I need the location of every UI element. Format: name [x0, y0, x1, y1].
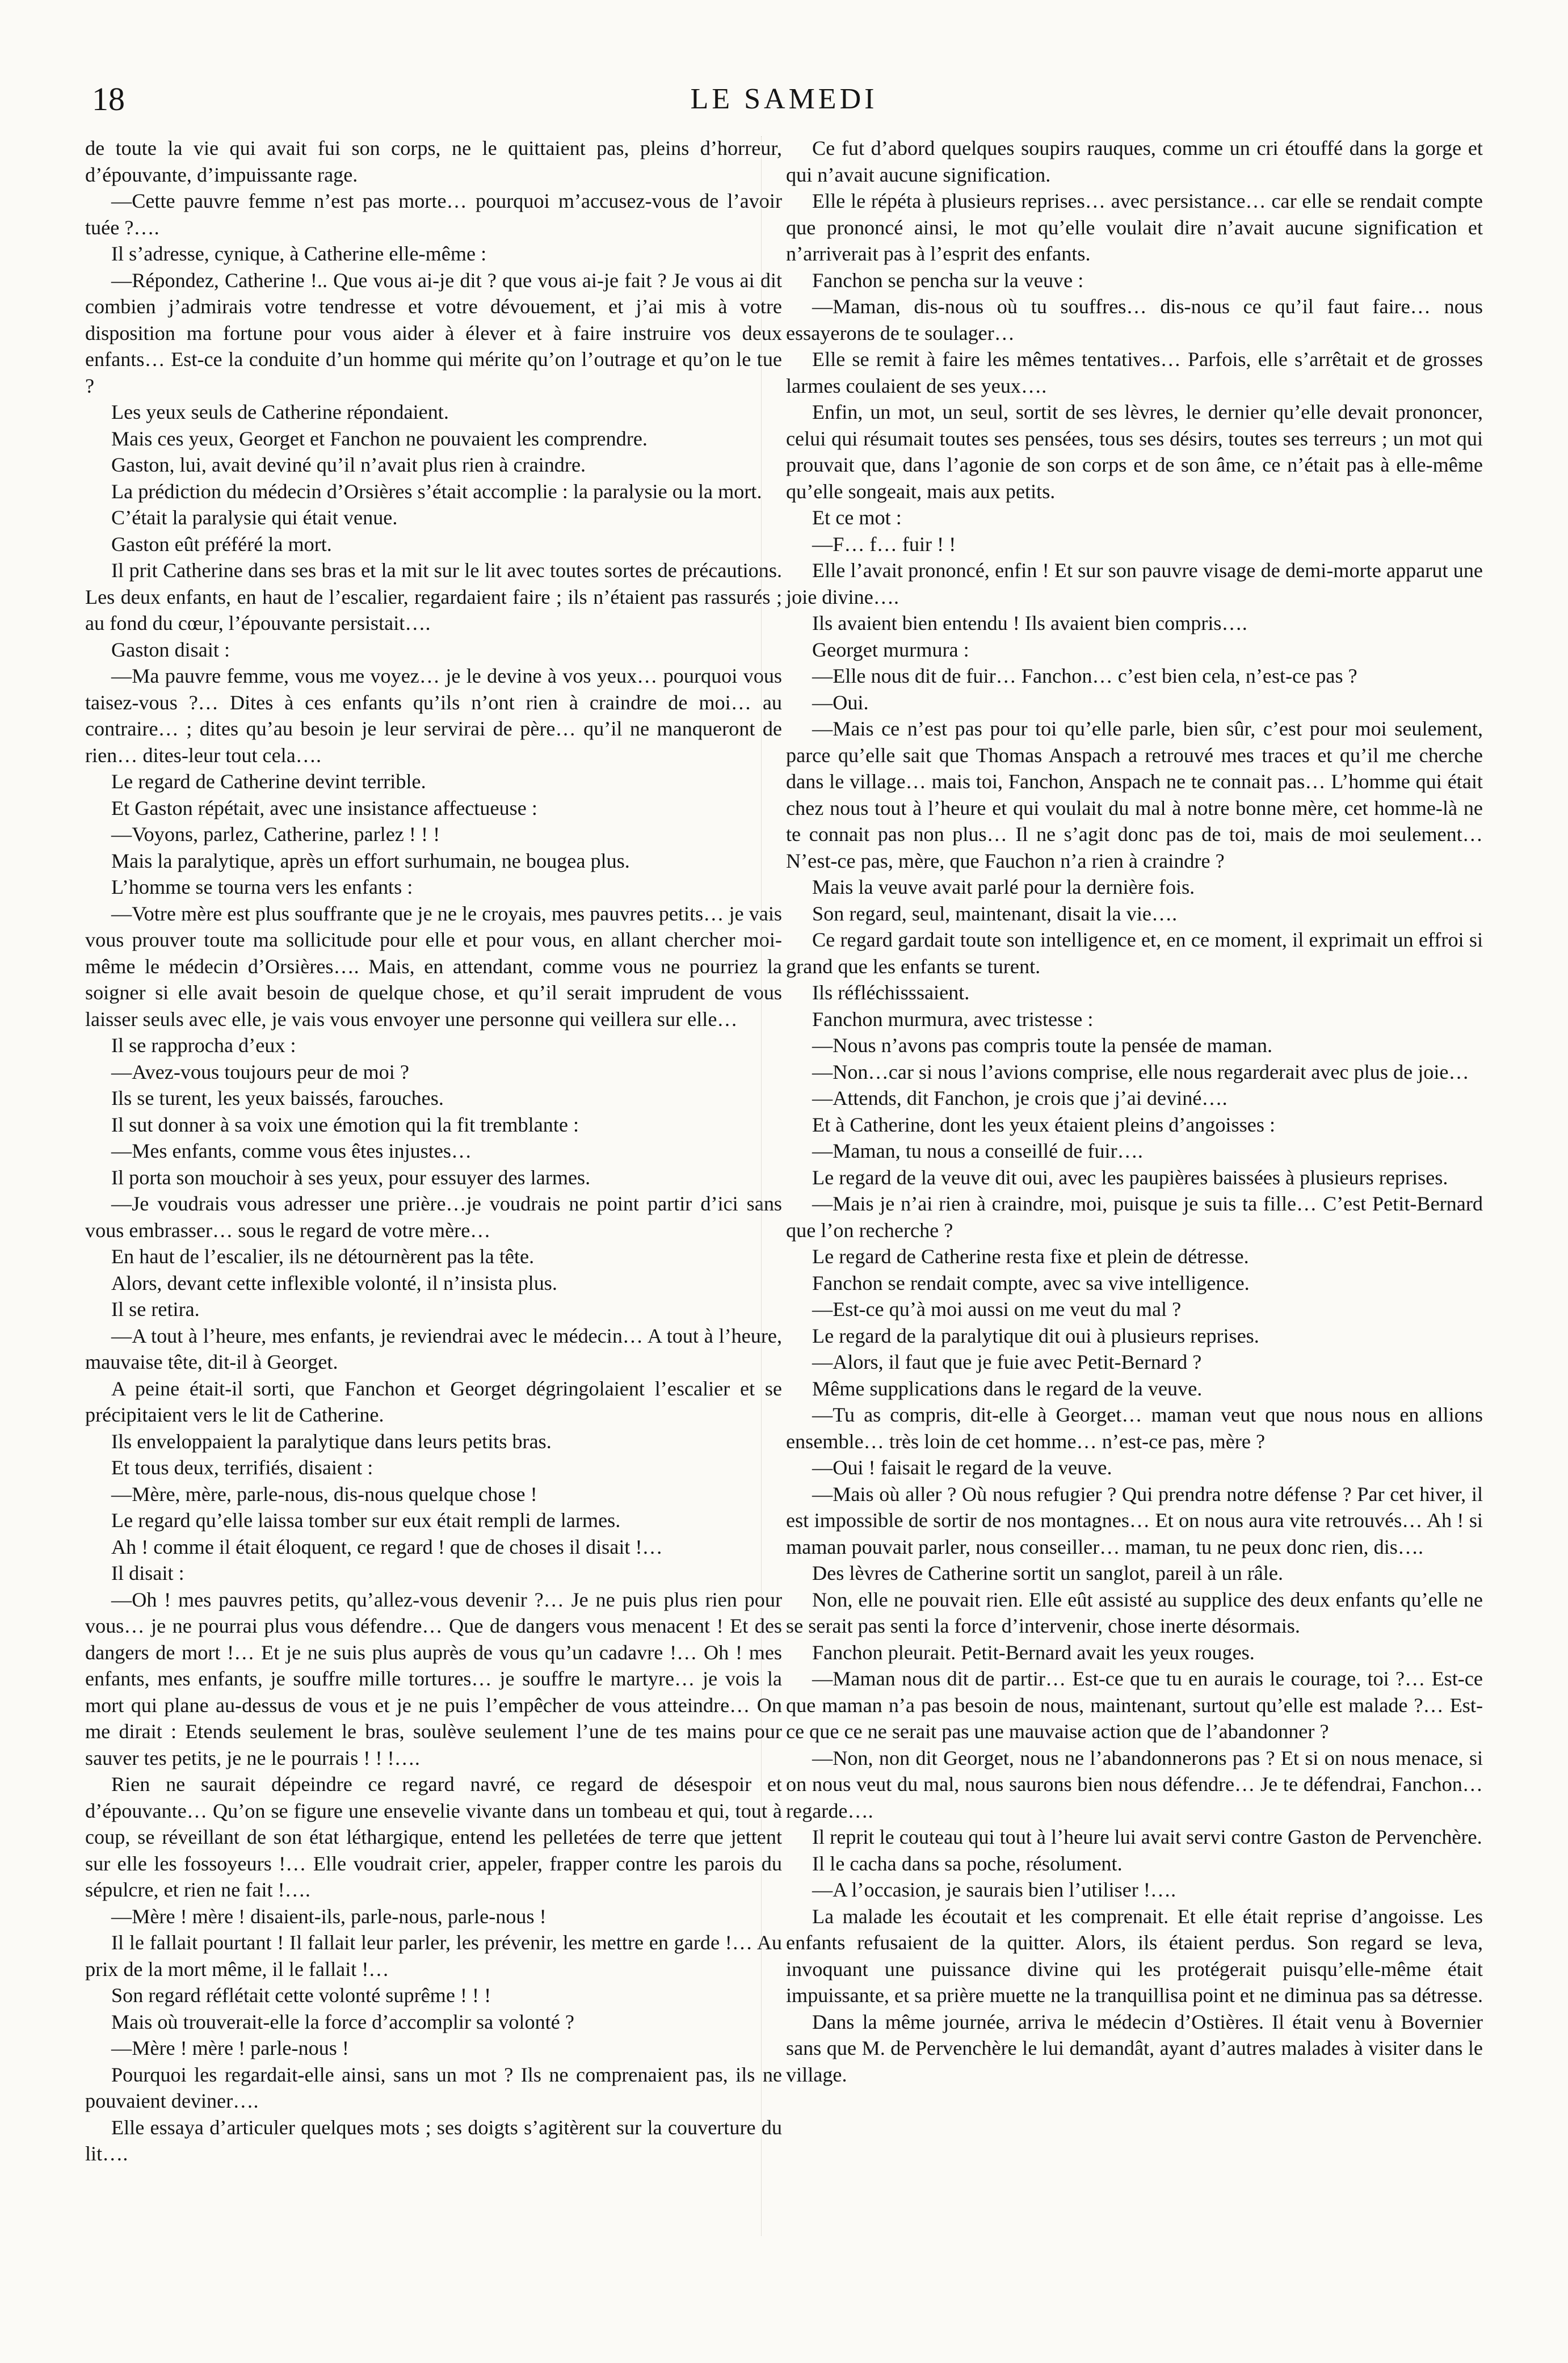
paragraph: —Tu as compris, dit-elle à Georget… maman veut que nous nous en allions ensemble… très loin de cet homme… n’est-ce pas, mère ? [786, 1403, 1483, 1453]
paragraph: Ils se turent, les yeux baissés, farouches. [111, 1087, 444, 1109]
paragraph: En haut de l’escalier, ils ne détournèrent pas la tête. [111, 1245, 535, 1268]
paragraph: Les yeux seuls de Catherine répondaient. [111, 401, 449, 423]
paragraph: —Oh ! mes pauvres petits, qu’allez-vous devenir ?… Je ne puis plus rien pour vous… je ne pourrai plus vous défendre… Que de dangers vous menacent ! Et des dangers de mort !… Et je ne suis plus auprès de vous qu’un cadavre !… Oh ! mes enfants, mes enfants, je souffre mille tortures… je souffre le martyre… je vois la mort qui plane au-dessus de vous et je ne puis l’empêcher de vous atteindre… On me dirait : Etends seulement le bras, soulève seulement l’une de tes mains pour sauver tes petits, je ne le pourrais ! ! !…. [85, 1588, 782, 1769]
paragraph: Il le cacha dans sa poche, résolument. [812, 1852, 1123, 1875]
paragraph: —Voyons, parlez, Catherine, parlez ! ! ! [111, 823, 440, 846]
paragraph: Gaston eût préféré la mort. [111, 532, 332, 556]
paragraph: Il disait : [111, 1562, 184, 1584]
paragraph: Alors, devant cette inflexible volonté, il n’insista plus. [111, 1271, 557, 1294]
paragraph: Le regard de la veuve dit oui, avec les paupières baissées à plusieurs reprises. [812, 1166, 1448, 1189]
paragraph: Ah ! comme il était éloquent, ce regard ! que de choses il disait !… [111, 1535, 663, 1558]
paragraph: Ce fut d’abord quelques soupirs rauques, comme un cri étouffé dans la gorge et qui n’avait aucune signification. [786, 137, 1483, 186]
paragraph: —Elle nous dit de fuir… Fanchon… c’est bien cela, n’est-ce pas ? [812, 665, 1357, 687]
paragraph: La malade les écoutait et les comprenait. Et elle était reprise d’angoisse. Les enfants refusaient de la quitter. Alors, ils étaient perdus. Son regard se leva, invoquant une puissance divine qui les protégerait puisqu’elle-même était impuissante, et sa prière muette ne la tranquillisa point et ne diminua pas sa détresse. [786, 1904, 1483, 2007]
paragraph: —Maman, dis-nous où tu souffres… dis-nous ce qu’il faut faire… nous essayerons de te soulager… [786, 295, 1483, 344]
paragraph: Son regard, seul, maintenant, disait la vie…. [812, 902, 1178, 925]
paragraph: Mais ces yeux, Georget et Fanchon ne pouvaient les comprendre. [111, 427, 648, 450]
paragraph: Ils enveloppaient la paralytique dans leurs petits bras. [111, 1429, 552, 1453]
paragraph: —Mère ! mère ! disaient-ils, parle-nous, parle-nous ! [111, 1904, 547, 1928]
paragraph: Il le fallait pourtant ! Il fallait leur parler, les prévenir, les mettre en garde !… Au prix de la mort même, il le fallait !… [85, 1931, 782, 1981]
paragraph: L’homme se tourna vers les enfants : [111, 876, 413, 898]
paragraph: Gaston, lui, avait deviné qu’il n’avait plus rien à craindre. [111, 453, 586, 476]
page-number: 18 [92, 81, 125, 117]
page-header [85, 79, 1483, 119]
paragraph: Le regard de Catherine devint terrible. [111, 770, 426, 793]
paragraph: Georget murmura : [812, 638, 969, 661]
paragraph: Rien ne saurait dépeindre ce regard navré, ce regard de désespoir et d’épouvante… Qu’on se figure une ensevelie vivante dans un tombeau et qui, tout à coup, se réveillant de son état léthargique, entend les pelletées de terre que jettent sur elle les fossoyeurs !… Elle voudrait crier, appeler, frapper contre les parois du sépulcre, et rien ne fait !…. [85, 1773, 782, 1901]
paragraph: Mais la veuve avait parlé pour la dernière fois. [812, 876, 1195, 898]
paragraph: Ils réfléchisssaient. [812, 981, 970, 1004]
paragraph: Des lèvres de Catherine sortit un sanglot, pareil à un râle. [812, 1562, 1284, 1584]
paragraph: —Non, non dit Georget, nous ne l’abandonnerons pas ? Et si on nous menace, si on nous veut du mal, nous saurons bien nous défendre… Je te défendrai, Fanchon… regarde…. [786, 1746, 1483, 1822]
paragraph: Dans la même journée, arriva le médecin d’Ostières. Il était venu à Bovernier sans que M. de Pervenchère le lui demandât, ayant d’autres malades à visiter dans le village. [786, 2010, 1483, 2086]
paragraph: —Ma pauvre femme, vous me voyez… je le devine à vos yeux… pourquoi vous taisez-vous ?… Dites à ces enfants qu’ils n’ont rien à craindre de moi… au contraire… ; dites qu’au besoin je leur servirai de père… qu’il ne manqueront de rien… dites-leur tout cela…. [85, 665, 782, 767]
paragraph: —Oui ! faisait le regard de la veuve. [812, 1456, 1112, 1479]
paragraph: —Nous n’avons pas compris toute la pensée de maman. [812, 1034, 1273, 1057]
paragraph: —Mais ce n’est pas pour toi qu’elle parle, bien sûr, c’est pour moi seulement, parce qu’elle sait que Thomas Anspach a retrouvé mes traces et qu’il me cherche dans le village… mais toi, Fanchon, Anspach ne te connait pas… L’homme qui était chez nous tout à l’heure et qui voulait du mal à notre bonne mère, cet homme-là ne te connait pas non plus… Il ne s’agit donc pas de toi, mais de moi seulement… N’est-ce pas, mère, que Fauchon n’a rien à craindre ? [786, 717, 1483, 872]
paragraph: Non, elle ne pouvait rien. Elle eût assisté au supplice des deux enfants qu’elle ne se serait pas senti la force d’intervenir, chose inerte désormais. [786, 1588, 1483, 1637]
paragraph: Il s’adresse, cynique, à Catherine elle-même : [111, 242, 487, 265]
paragraph: Le regard de la paralytique dit oui à plusieurs reprises. [812, 1324, 1259, 1347]
paragraph: Le regard de Catherine resta fixe et plein de détresse. [812, 1245, 1249, 1268]
paragraph: —Oui. [812, 691, 869, 714]
paragraph: Elle essaya d’articuler quelques mots ; ses doigts s’agitèrent sur la couverture du lit…. [85, 2116, 782, 2165]
paragraph: Il reprit le couteau qui tout à l’heure lui avait servi contre Gaston de Pervenchère. [812, 1826, 1482, 1848]
paragraph: —F… f… fuir ! ! [812, 532, 956, 556]
paragraph: Il sut donner à sa voix une émotion qui la fit tremblante : [111, 1113, 579, 1136]
paragraph: —Avez-vous toujours peur de moi ? [111, 1060, 409, 1083]
paragraph: —Répondez, Catherine !.. Que vous ai-je dit ? que vous ai-je fait ? Je vous ai dit combien j’admirais votre tendresse et votre dévouement, et j’ai mis à votre disposition ma fortune pour vous aider à élever et à faire instruire vos deux enfants… Est-ce la conduite d’un homme qui mérite qu’on l’outrage et qu’on le tue ? [85, 268, 782, 397]
paragraph: Il prit Catherine dans ses bras et la mit sur le lit avec toutes sortes de précautions. Les deux enfants, en haut de l’escalier, regardaient faire ; ils n’étaient pas rassurés ; au fond du cœur, l’épouvante persistait…. [85, 559, 782, 634]
paragraph: —A l’occasion, je saurais bien l’utiliser !…. [812, 1878, 1176, 1901]
paragraph: Il se retira. [111, 1298, 200, 1321]
column-rule [761, 136, 762, 2236]
paragraph: —Maman, tu nous a conseillé de fuir…. [812, 1140, 1143, 1162]
paragraph: C’était la paralysie qui était venue. [111, 506, 398, 529]
paragraph: Fanchon pleurait. Petit-Bernard avait les yeux rouges. [812, 1641, 1255, 1664]
paragraph: —Mais où aller ? Où nous refugier ? Qui prendra notre défense ? Par cet hiver, il est impossible de sortir de nos montagnes… Et on nous aura vite retrouvés… Ah ! si maman pouvait parler, nous conseiller… maman, tu ne peux donc rien, dis…. [786, 1482, 1483, 1558]
paragraph: Ils avaient bien entendu ! Ils avaient bien compris…. [812, 612, 1247, 634]
paragraph: Elle l’avait prononcé, enfin ! Et sur son pauvre visage de demi-morte apparut une joie divine…. [786, 559, 1483, 608]
paragraph: —Je voudrais vous adresser une prière…je voudrais ne point partir d’ici sans vous embrasser… sous le regard de votre mère… [85, 1192, 782, 1242]
paragraph: —Mère ! mère ! parle-nous ! [111, 2037, 349, 2059]
paragraph: de toute la vie qui avait fui son corps, ne le quittaient pas, pleins d’horreur, d’épouvante, d’impuissante rage. [85, 137, 782, 186]
paragraph: Il se rapprocha d’eux : [111, 1034, 296, 1057]
paragraph: —Votre mère est plus souffrante que je ne le croyais, mes pauvres petits… je vais vous prouver toute ma sollicitude pour elle et pour vous, en allant chercher moi-même le médecin d’Orsières…. Mais, en attendant, comme vous ne pourriez la soigner si elle avait besoin de quelque chose, et qu’il serait imprudent de vous laisser seuls avec elle, je vais vous envoyer une personne qui veillera sur elle… [85, 902, 782, 1031]
running-head-title: LE SAMEDI [690, 83, 878, 115]
paragraph: Et Gaston répétait, avec une insistance affectueuse : [111, 796, 537, 819]
paragraph: Fanchon murmura, avec tristesse : [812, 1007, 1094, 1031]
paragraph: Ce regard gardait toute son intelligence et, en ce moment, il exprimait un effroi si grand que les enfants se turent. [786, 928, 1483, 978]
paragraph: —Est-ce qu’à moi aussi on me veut du mal ? [812, 1298, 1182, 1321]
paragraph: Mais la paralytique, après un effort surhumain, ne bougea plus. [111, 849, 630, 872]
left-column [85, 135, 782, 2167]
paragraph: Le regard qu’elle laissa tomber sur eux était rempli de larmes. [111, 1509, 621, 1532]
paragraph: Même supplications dans le regard de la veuve. [812, 1377, 1203, 1400]
paragraph: Et tous deux, terrifiés, disaient : [111, 1456, 373, 1479]
paragraph: Pourquoi les regardait-elle ainsi, sans un mot ? Ils ne comprenaient pas, ils ne pouvaient deviner…. [85, 2063, 782, 2112]
paragraph: Fanchon se pencha sur la veuve : [812, 268, 1084, 292]
paragraph: Mais où trouverait-elle la force d’accomplir sa volonté ? [111, 2010, 574, 2033]
paragraph: A peine était-il sorti, que Fanchon et Georget dégringolaient l’escalier et se précipitaient vers le lit de Catherine. [85, 1377, 782, 1426]
right-column [786, 135, 1483, 2088]
paragraph: —Maman nous dit de partir… Est-ce que tu en aurais le courage, toi ?… Est-ce que maman n’a pas besoin de nous, maintenant, surtout qu’elle est malade ?… Est-ce que ce ne serait pas une mauvaise action que de l’abandonner ? [786, 1667, 1483, 1743]
paragraph: La prédiction du médecin d’Orsières s’était accomplie : la paralysie ou la mort. [111, 480, 762, 503]
paragraph: Son regard réflétait cette volonté suprême ! ! ! [111, 1984, 491, 2007]
paragraph: Il porta son mouchoir à ses yeux, pour essuyer des larmes. [111, 1166, 591, 1189]
paragraph: —Attends, dit Fanchon, je crois que j’ai deviné…. [812, 1087, 1228, 1109]
paragraph: Fanchon se rendait compte, avec sa vive intelligence. [812, 1271, 1250, 1294]
paragraph: —Alors, il faut que je fuie avec Petit-Bernard ? [812, 1351, 1202, 1373]
paragraph: —Mère, mère, parle-nous, dis-nous quelque chose ! [111, 1482, 537, 1506]
paragraph: Gaston disait : [111, 638, 230, 661]
paragraph: —Non…car si nous l’avions comprise, elle nous regarderait avec plus de joie… [812, 1060, 1469, 1083]
paragraph: Elle se remit à faire les mêmes tentatives… Parfois, elle s’arrêtait et de grosses larmes coulaient de ses yeux…. [786, 348, 1483, 397]
paragraph: Et ce mot : [812, 506, 902, 529]
paragraph: —Cette pauvre femme n’est pas morte… pourquoi m’accusez-vous de l’avoir tuée ?…. [85, 190, 782, 239]
paragraph: Et à Catherine, dont les yeux étaient pleins d’angoisses : [812, 1113, 1276, 1136]
paragraph: Enfin, un mot, un seul, sortit de ses lèvres, le dernier qu’elle devait prononcer, celui qui résumait toutes ses pensées, tous ses désirs, toutes ses terreurs ; un mot qui prouvait que, dans l’agonie de son corps et de son âme, ce n’était pas à elle-même qu’elle songeait, mais aux petits. [786, 401, 1483, 503]
paragraph: Elle le répéta à plusieurs reprises… avec persistance… car elle se rendait compte que prononcé ainsi, le mot qu’elle voulait dire n’avait aucune signification et n’arriverait pas à l’esprit des enfants. [786, 190, 1483, 265]
paragraph: —A tout à l’heure, mes enfants, je reviendrai avec le médecin… A tout à l’heure, mauvaise tête, dit-il à Georget. [85, 1324, 782, 1373]
paragraph: —Mais je n’ai rien à craindre, moi, puisque je suis ta fille… C’est Petit-Bernard que l’on recherche ? [786, 1192, 1483, 1242]
paragraph: —Mes enfants, comme vous êtes injustes… [111, 1140, 472, 1162]
